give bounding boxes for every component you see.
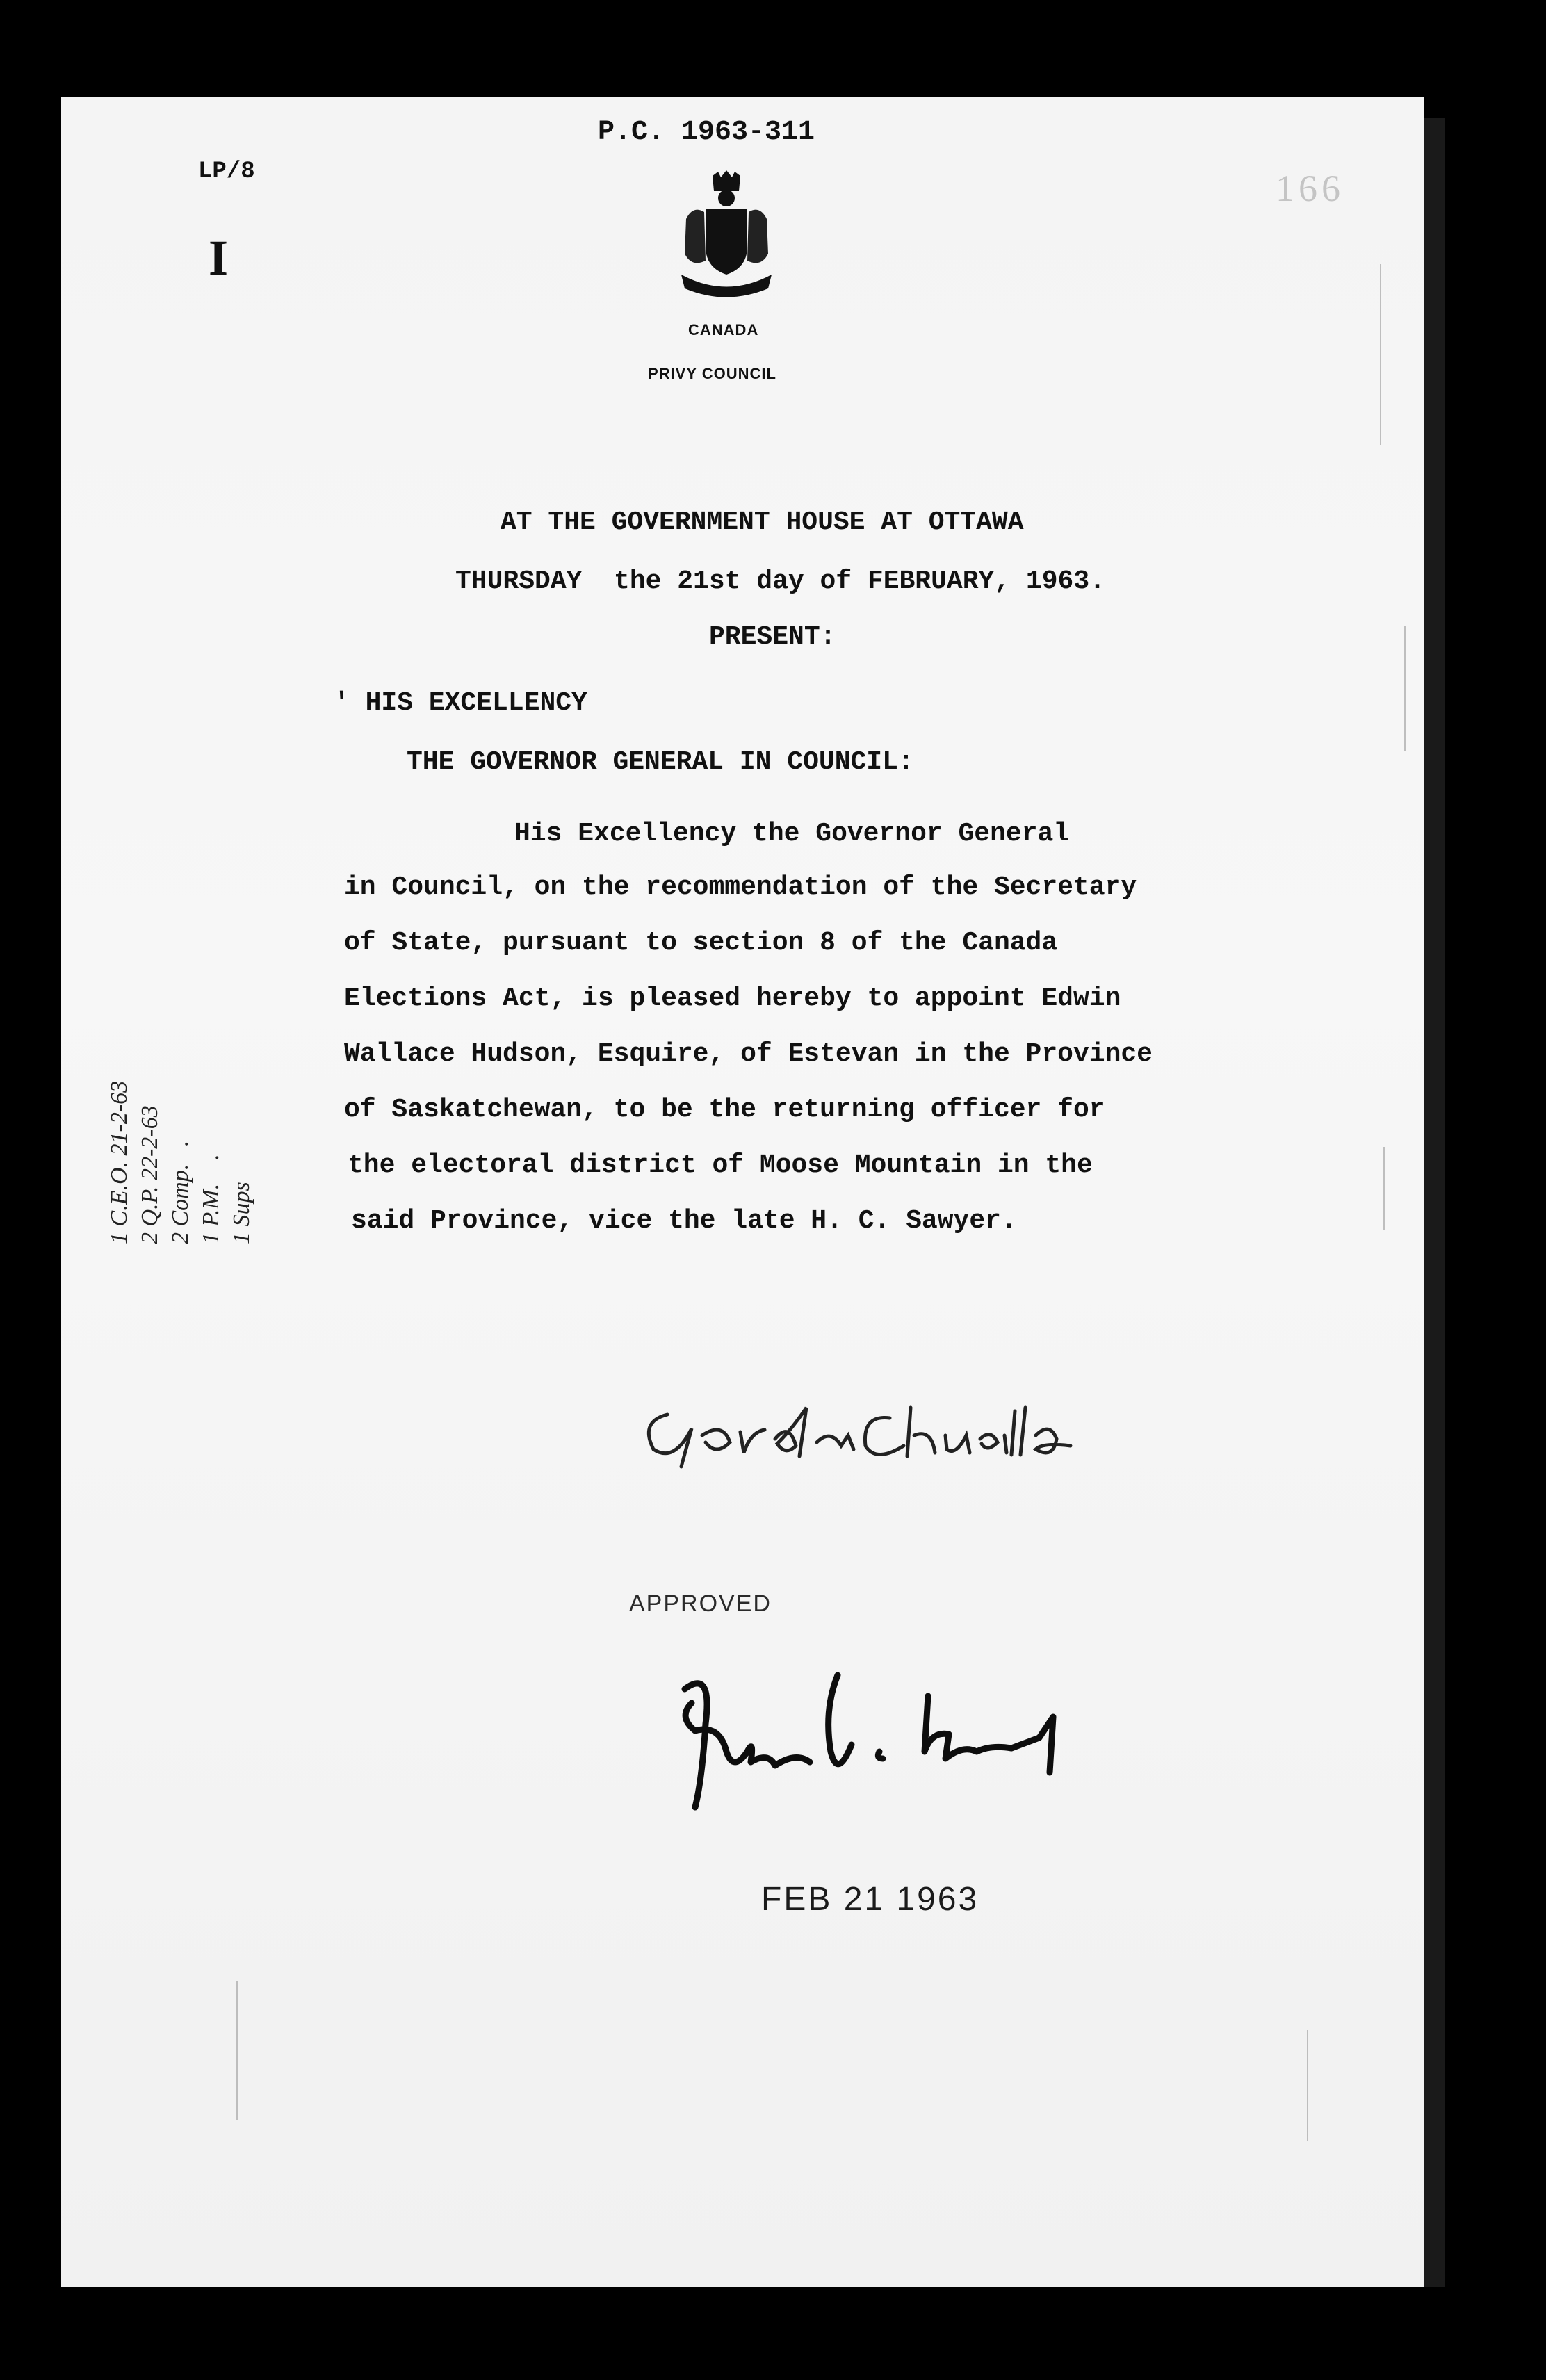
body-line: of State, pursuant to section 8 of the Canada bbox=[344, 928, 1058, 958]
file-code: LP/8 bbox=[198, 158, 255, 185]
order-number: P.C. 1963-311 bbox=[598, 117, 815, 148]
margin-note-line: 2 Comp. . bbox=[168, 1140, 193, 1244]
body-line: in Council, on the recommendation of the Secretary bbox=[344, 872, 1137, 902]
body-line: the electoral district of Moose Mountain in the bbox=[348, 1150, 1093, 1180]
signature-governor-general bbox=[664, 1647, 1095, 1814]
heading-location: AT THE GOVERNMENT HOUSE AT OTTAWA bbox=[501, 507, 1024, 537]
body-line: Elections Act, is pleased hereby to appoint Edwin bbox=[344, 984, 1121, 1013]
letterhead-council: PRIVY COUNCIL bbox=[648, 365, 776, 382]
document-page bbox=[61, 97, 1424, 2287]
margin-note-line: 2 Q.P. 22-2-63 bbox=[137, 1105, 163, 1244]
heading-date: THURSDAY the 21st day of FEBRUARY, 1963. bbox=[455, 567, 1105, 596]
margin-note-line: 1 C.E.O. 21-2-63 bbox=[106, 1080, 132, 1244]
coat-of-arms-icon bbox=[678, 170, 775, 306]
heading-present: PRESENT: bbox=[709, 622, 836, 652]
margin-note-line: 1 P.M. . bbox=[198, 1154, 224, 1244]
approved-label: APPROVED bbox=[629, 1590, 772, 1617]
body-line: said Province, vice the late H. C. Sawyer. bbox=[351, 1206, 1017, 1236]
margin-note-line: 1 Sups bbox=[229, 1182, 254, 1244]
signature-minister bbox=[626, 1380, 1140, 1477]
page-number: 166 bbox=[1276, 168, 1344, 209]
letterhead-country: CANADA bbox=[688, 321, 759, 339]
page-edge-shadow bbox=[1424, 118, 1445, 2287]
file-mark: I bbox=[209, 230, 229, 286]
heading-his-excellency: ' HIS EXCELLENCY bbox=[334, 688, 587, 718]
received-date-stamp: FEB 21 1963 bbox=[761, 1881, 979, 1918]
body-line: Wallace Hudson, Esquire, of Estevan in the Province bbox=[344, 1039, 1153, 1069]
body-line: of Saskatchewan, to be the returning officer for bbox=[344, 1095, 1105, 1125]
heading-governor-general: THE GOVERNOR GENERAL IN COUNCIL: bbox=[407, 747, 914, 777]
margin-distribution-note bbox=[104, 1081, 257, 1244]
body-line: His Excellency the Governor General bbox=[514, 819, 1070, 849]
